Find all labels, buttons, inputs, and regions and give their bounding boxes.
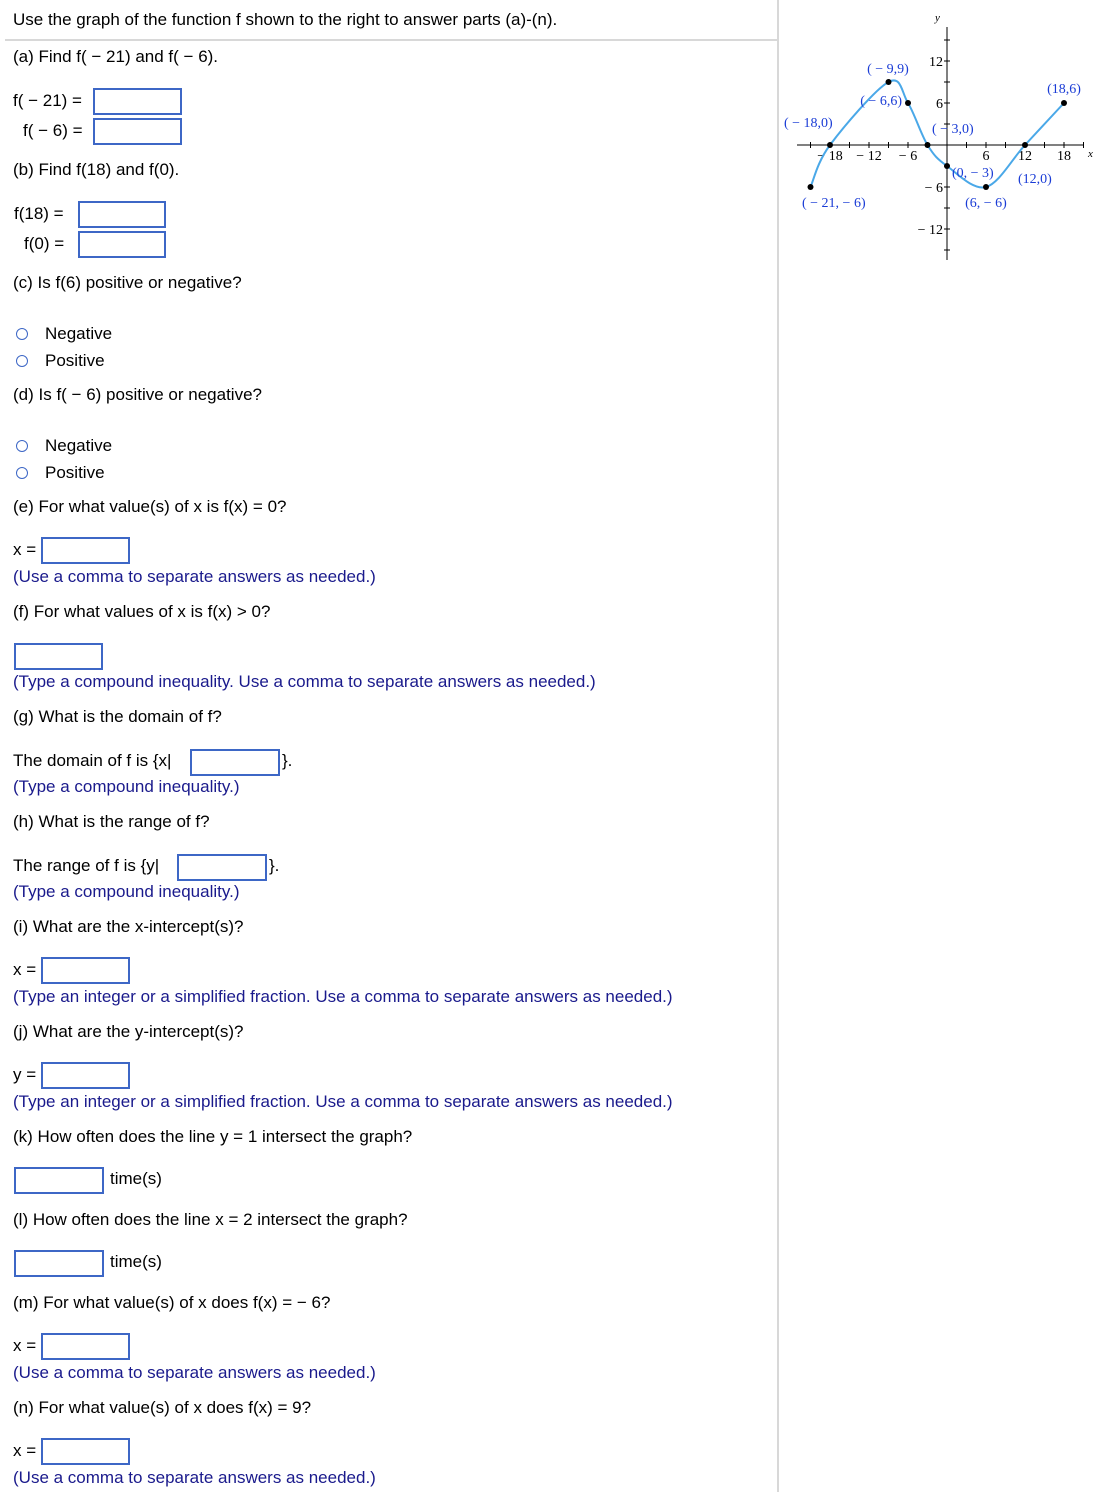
domain-prefix: The domain of f is [13, 751, 149, 770]
point-label: ( − 21, − 6) [802, 196, 866, 211]
data-point [983, 184, 989, 190]
x-tick-label: 12 [1018, 149, 1032, 164]
x-tick-label: − 12 [856, 149, 882, 164]
range-prefix: The range of f is [13, 856, 136, 875]
label-e-x: x = [13, 540, 37, 559]
point-label: (18,6) [1047, 82, 1081, 97]
y-tick-label: 6 [936, 97, 943, 112]
hint-m: (Use a comma to separate answers as needed.) [13, 1363, 376, 1382]
point-label: ( − 6,6) [860, 94, 902, 109]
question-m: (m) For what value(s) of x does f(x) = − 6? [13, 1293, 331, 1312]
hint-j: (Type an integer or a simplified fraction. Use a comma to separate answers as needed.) [13, 1092, 673, 1111]
answer-range-input[interactable] [177, 854, 267, 881]
x-tick-label: 6 [982, 149, 990, 164]
label-j-y: y = [13, 1065, 37, 1084]
question-l: (l) How often does the line x = 2 intersect the graph? [13, 1210, 408, 1229]
hint-f: (Type a compound inequality. Use a comma to separate answers as needed.) [13, 672, 596, 691]
question-k: (k) How often does the line y = 1 intersect the graph? [13, 1127, 413, 1146]
answer-l-input[interactable] [14, 1250, 104, 1277]
point-label: (12,0) [1018, 172, 1052, 187]
point-label: (6, − 6) [965, 196, 1007, 211]
option-d-positive[interactable]: Positive [45, 463, 105, 482]
label-n-x: x = [13, 1441, 37, 1460]
k-suffix: time(s) [110, 1169, 162, 1188]
answer-f-18-input[interactable] [78, 201, 166, 228]
option-c-negative[interactable]: Negative [45, 324, 113, 343]
answer-j-input[interactable] [41, 1062, 130, 1089]
question-e: (e) For what value(s) of x is f(x) = 0? [13, 497, 287, 516]
radio-d-positive[interactable] [16, 467, 28, 479]
range-set-open: {y| [140, 856, 160, 875]
answer-k-input[interactable] [14, 1167, 104, 1194]
option-c-positive[interactable]: Positive [45, 351, 105, 370]
data-point [925, 142, 931, 148]
y-tick-label: 12 [929, 55, 943, 70]
domain-label [13, 751, 171, 771]
question-d: (d) Is f( − 6) positive or negative? [13, 385, 262, 404]
point-label: ( − 18,0) [784, 116, 833, 131]
label-f-18: f(18) = [14, 204, 64, 223]
y-axis-label: y [935, 12, 940, 24]
question-j: (j) What are the y-intercept(s)? [13, 1022, 244, 1041]
domain-set-close: }. [282, 751, 293, 770]
label-f-0: f(0) = [24, 234, 65, 253]
y-tick-label: − 6 [924, 181, 943, 196]
x-tick-label: − 6 [898, 149, 918, 164]
answer-f-neg6-input[interactable] [93, 118, 182, 145]
data-point [886, 79, 892, 85]
question-a: (a) Find f( − 21) and f( − 6). [13, 47, 219, 66]
answer-f-0-input[interactable] [78, 231, 166, 258]
data-point [808, 184, 814, 190]
data-point [905, 100, 911, 106]
option-d-negative[interactable]: Negative [45, 436, 113, 455]
l-suffix: time(s) [110, 1252, 162, 1271]
hint-n: (Use a comma to separate answers as needed.) [13, 1468, 376, 1487]
instructions: Use the graph of the function f shown to the right to answer parts (a)-(n). [13, 10, 558, 29]
question-h: (h) What is the range of f? [13, 812, 210, 831]
hint-h: (Type a compound inequality.) [13, 882, 240, 901]
panel-divider [777, 0, 779, 1492]
x-tick-label: − 18 [817, 149, 843, 164]
radio-c-positive[interactable] [16, 355, 28, 367]
question-c: (c) Is f(6) positive or negative? [13, 273, 242, 292]
range-set-close: }. [269, 856, 280, 875]
answer-f-input[interactable] [14, 643, 103, 670]
radio-c-negative[interactable] [16, 328, 28, 340]
x-axis-label: x [1088, 148, 1093, 160]
question-g: (g) What is the domain of f? [13, 707, 222, 726]
answer-e-input[interactable] [41, 537, 130, 564]
data-point [944, 163, 950, 169]
x-tick-label: 18 [1057, 149, 1071, 164]
hint-g: (Type a compound inequality.) [13, 777, 240, 796]
label-i-x: x = [13, 960, 37, 979]
answer-n-input[interactable] [41, 1438, 130, 1465]
answer-domain-input[interactable] [190, 749, 280, 776]
answer-m-input[interactable] [41, 1333, 130, 1360]
question-n: (n) For what value(s) of x does f(x) = 9? [13, 1398, 312, 1417]
question-i: (i) What are the x-intercept(s)? [13, 917, 244, 936]
data-point [1061, 100, 1067, 106]
function-graph [782, 5, 1102, 270]
question-b: (b) Find f(18) and f(0). [13, 160, 180, 179]
label-f-neg21: f( − 21) = [13, 91, 82, 110]
hint-e: (Use a comma to separate answers as needed.) [13, 567, 376, 586]
label-f-neg6: f( − 6) = [23, 121, 83, 140]
range-label [13, 856, 159, 876]
y-tick-label: − 12 [917, 223, 943, 238]
radio-d-negative[interactable] [16, 440, 28, 452]
domain-set-open: {x| [152, 751, 172, 770]
point-label: ( − 9,9) [867, 62, 909, 77]
header-divider [5, 39, 777, 41]
point-label: ( − 3,0) [932, 122, 974, 137]
question-f: (f) For what values of x is f(x) > 0? [13, 602, 271, 621]
point-label: (0, − 3) [952, 166, 994, 181]
label-m-x: x = [13, 1336, 37, 1355]
answer-f-neg21-input[interactable] [93, 88, 182, 115]
answer-i-input[interactable] [41, 957, 130, 984]
data-point [1022, 142, 1028, 148]
data-point [827, 142, 833, 148]
hint-i: (Type an integer or a simplified fraction. Use a comma to separate answers as needed.) [13, 987, 673, 1006]
